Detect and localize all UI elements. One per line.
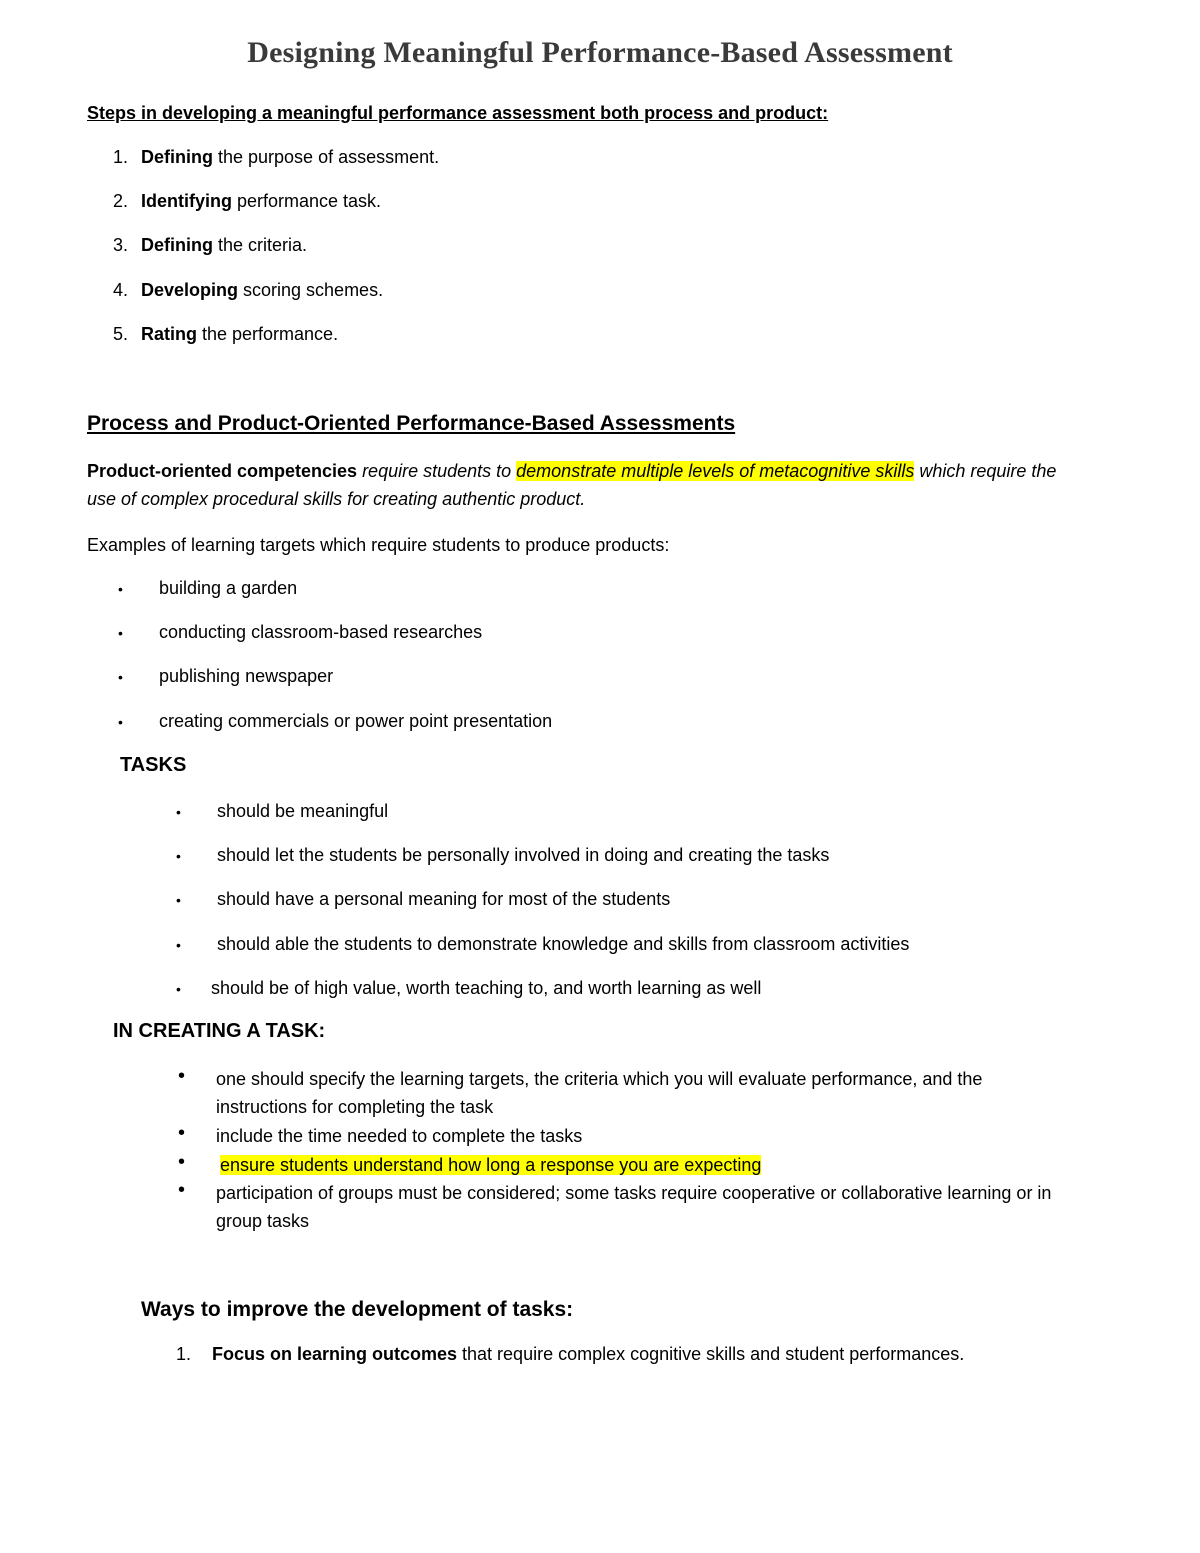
- list-item: [118, 711, 552, 732]
- ways-text: that require complex cognitive skills and student performances.: [457, 1344, 965, 1364]
- step-number: 3.: [113, 235, 129, 255]
- step-text: the purpose of assessment.: [213, 147, 440, 167]
- list-item-text: should be meaningful: [217, 801, 389, 821]
- bullet-icon: •: [118, 581, 123, 597]
- list-item-text: one should specify the learning targets, the criteria which you will evaluate performance, and the instructions for completing the task: [216, 1069, 983, 1117]
- bullet-icon: •: [178, 1151, 186, 1173]
- list-item: [176, 801, 388, 822]
- list-item-text: should able the students to demonstrate knowledge and skills from classroom activities: [217, 934, 910, 954]
- paragraph-bold: Product-oriented competencies: [87, 461, 358, 481]
- bullet-icon: •: [176, 804, 181, 820]
- list-item-text: should be of high value, worth teaching to, and worth learning as well: [211, 978, 762, 998]
- list-item-text: creating commercials or power point presentation: [159, 711, 553, 731]
- list-item: [178, 1179, 1058, 1235]
- ways-number: 1.: [176, 1344, 192, 1364]
- examples-intro: Examples of learning targets which require students to produce products:: [87, 535, 670, 555]
- bullet-icon: •: [178, 1179, 186, 1201]
- product-oriented-paragraph: [87, 457, 1067, 513]
- step-number: 5.: [113, 324, 129, 344]
- section-heading: Process and Product-Oriented Performance-Based Assessments: [87, 412, 736, 435]
- list-item: [178, 1065, 1058, 1121]
- list-item: [178, 1151, 1058, 1179]
- bullet-icon: •: [178, 1122, 186, 1144]
- list-item-text: building a garden: [159, 578, 298, 598]
- list-item-text: conducting classroom-based researches: [159, 622, 483, 642]
- bullet-icon: •: [176, 848, 181, 864]
- step-keyword: Rating: [141, 324, 197, 344]
- paragraph-italic: which require the use of complex procedural skills for creating authentic product.: [87, 461, 1057, 509]
- list-item-text: should let the students be personally involved in doing and creating the tasks: [217, 845, 830, 865]
- list-item: [178, 1122, 1058, 1150]
- step-item: [113, 147, 439, 168]
- list-item-text: should have a personal meaning for most of the students: [217, 889, 671, 909]
- step-item: [113, 280, 383, 301]
- document-title: Designing Meaningful Performance-Based Assessment: [247, 36, 953, 69]
- bullet-icon: •: [178, 1065, 186, 1087]
- tasks-heading: TASKS: [120, 754, 187, 776]
- step-keyword: Defining: [141, 147, 213, 167]
- list-item-text: include the time needed to complete the tasks: [216, 1126, 583, 1146]
- list-item: [176, 978, 761, 999]
- step-text: the criteria.: [213, 235, 308, 255]
- steps-heading: Steps in developing a meaningful performance assessment both process and product:: [87, 103, 829, 123]
- list-item-text: publishing newspaper: [159, 666, 334, 686]
- step-text: scoring schemes.: [238, 280, 384, 300]
- list-item-text: participation of groups must be considered; some tasks require cooperative or collaborative learning or in group tasks: [216, 1183, 1052, 1231]
- step-keyword: Identifying: [141, 191, 232, 211]
- list-item: [176, 845, 829, 866]
- list-item: [176, 889, 670, 910]
- step-number: 4.: [113, 280, 129, 300]
- creating-task-heading: IN CREATING A TASK:: [113, 1020, 326, 1042]
- bullet-icon: •: [176, 892, 181, 908]
- step-number: 2.: [113, 191, 129, 211]
- step-text: the performance.: [197, 324, 339, 344]
- list-item: [118, 666, 333, 687]
- step-item: [113, 235, 307, 256]
- step-item: [113, 324, 338, 345]
- bullet-icon: •: [176, 937, 181, 953]
- step-keyword: Defining: [141, 235, 213, 255]
- paragraph-italic: require students to: [357, 461, 517, 481]
- step-text: performance task.: [232, 191, 382, 211]
- list-item: [118, 578, 297, 599]
- step-item: [113, 191, 381, 212]
- step-number: 1.: [113, 147, 129, 167]
- list-item: [118, 622, 482, 643]
- highlighted-text: ensure students understand how long a response you are expecting: [220, 1155, 762, 1175]
- bullet-icon: •: [118, 714, 123, 730]
- bullet-icon: •: [176, 981, 181, 997]
- list-item: [176, 934, 909, 955]
- ways-keyword: Focus on learning outcomes: [212, 1344, 458, 1364]
- bullet-icon: •: [118, 669, 123, 685]
- highlighted-text: demonstrate multiple levels of metacognitive skills: [516, 461, 915, 481]
- step-keyword: Developing: [141, 280, 239, 300]
- ways-heading: Ways to improve the development of tasks:: [141, 1298, 574, 1321]
- ways-item: [176, 1344, 964, 1365]
- bullet-icon: •: [118, 625, 123, 641]
